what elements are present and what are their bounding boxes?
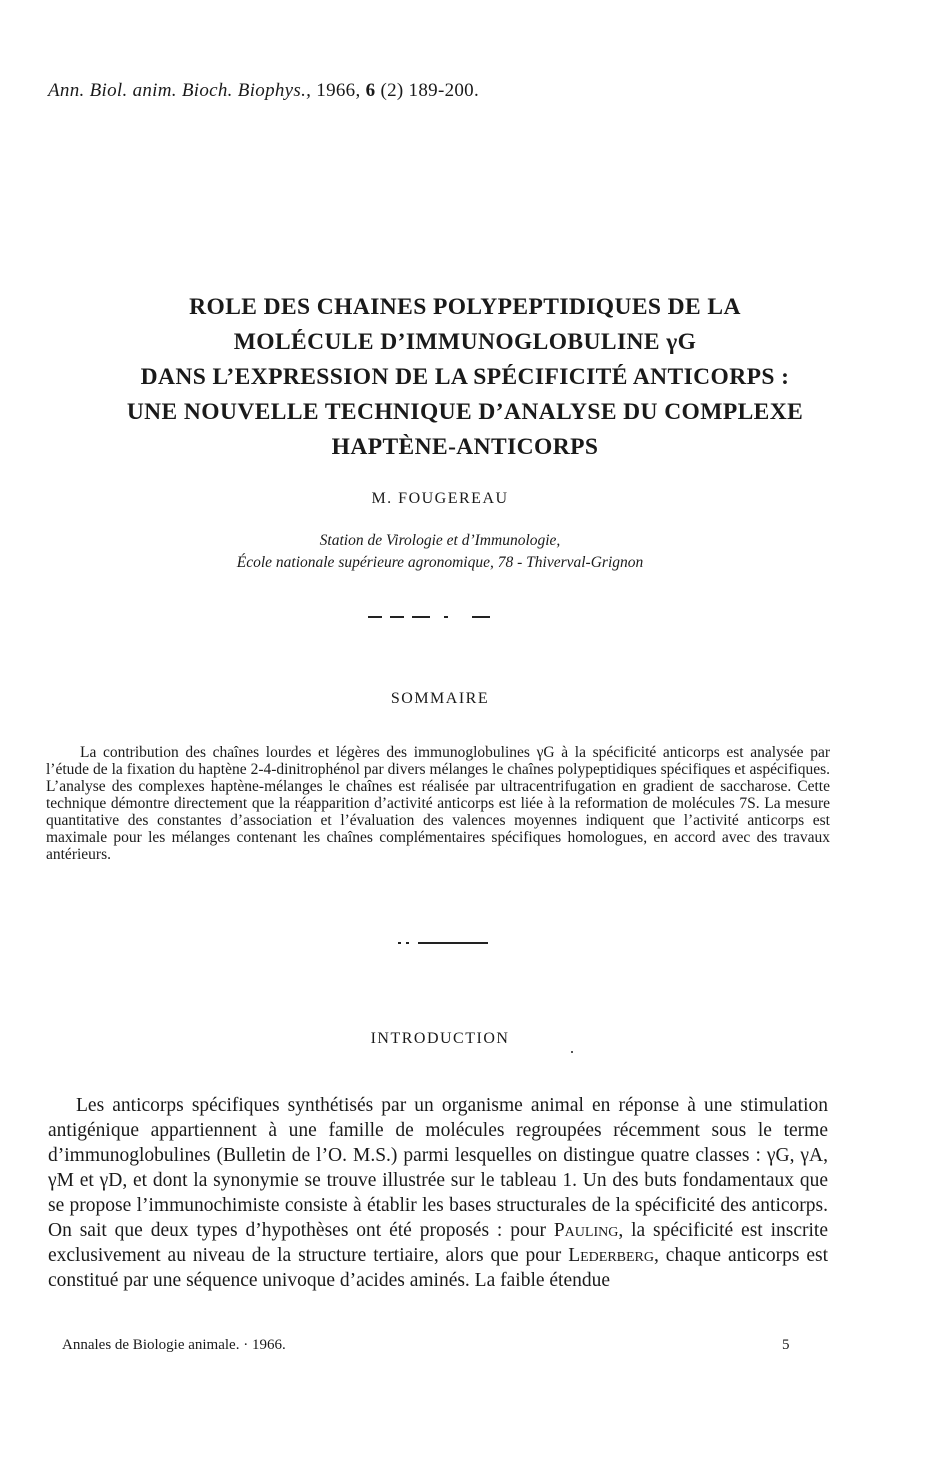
intro-text: Les anticorps spécifiques synthétisés par un organisme animal en réponse à une stimulation antigénique appartiennent à une famille de molécules regroupées récemment sous le terme d’immunoglobulines (Bulletin de l’O. M.S.) parmi lesquelles on distingue quatre classes : γG, γA, γM et γD, et dont la synonymie se trouve illustrée sur le tableau 1. Un des buts fondamentaux que se propose l’immunochimiste consiste à établir les bases structurales de la spécificité des anticorps. On sait que deux types d’hypothèses ont été proposés : pour bbox=[48, 1095, 828, 1241]
citation-year: 1966, bbox=[316, 80, 361, 101]
introduction-paragraph bbox=[48, 1093, 828, 1293]
intro-text: , chaque anticorps est constitué par une séquence univoque d’acides aminés. La faible étendue bbox=[48, 1245, 828, 1291]
separator-dot bbox=[444, 616, 448, 618]
page-number: 5 bbox=[782, 1337, 790, 1353]
journal-citation bbox=[48, 80, 479, 102]
section-separator bbox=[368, 612, 490, 622]
citation-volume: 6 bbox=[365, 80, 376, 101]
paper-title bbox=[30, 290, 900, 465]
intro-text: , la spécificité est inscrite exclusivement au niveau de la structure tertiaire, alors que pour bbox=[48, 1220, 828, 1266]
author-ref-lederberg: Lederberg bbox=[568, 1245, 655, 1266]
affiliation-line: Station de Virologie et d’Immunologie, bbox=[319, 532, 561, 549]
citation-issue-pages: (2) 189-200. bbox=[380, 80, 480, 101]
separator-dash bbox=[390, 616, 404, 618]
separator-dash bbox=[418, 942, 488, 944]
title-line: HAPTÈNE-ANTICORPS bbox=[331, 434, 599, 460]
affiliation-line: École nationale supérieure agronomique, 78 - Thiverval-Grignon bbox=[236, 554, 644, 571]
scan-speck bbox=[571, 1051, 573, 1053]
sommaire-heading: SOMMAIRE bbox=[390, 690, 490, 707]
title-line: MOLÉCULE D’IMMUNOGLOBULINE γG bbox=[233, 329, 697, 355]
separator-dash bbox=[472, 616, 490, 618]
journal-footer: Annales de Biologie animale. · 1966. bbox=[62, 1337, 286, 1353]
title-line: DANS L’EXPRESSION DE LA SPÉCIFICITÉ ANTICORPS : bbox=[140, 364, 790, 390]
journal-name: Ann. Biol. anim. Bioch. Biophys., bbox=[48, 80, 312, 101]
separator-dot bbox=[406, 942, 409, 944]
author-ref-pauling: Pauling bbox=[553, 1220, 619, 1241]
separator-dash bbox=[368, 616, 382, 618]
separator-dot bbox=[398, 942, 401, 944]
author-name: M. FOUGEREAU bbox=[371, 490, 509, 507]
separator-dash bbox=[412, 616, 430, 618]
title-line: UNE NOUVELLE TECHNIQUE D’ANALYSE DU COMPLEXE bbox=[126, 399, 804, 425]
introduction-heading: INTRODUCTION bbox=[370, 1030, 510, 1047]
sommaire-text: La contribution des chaînes lourdes et légères des immunoglobulines γG à la spécificité anticorps est analysée par l’étude de la fixation du haptène 2-4-dinitrophénol par divers mélanges le chaînes polypeptidiques spécifiques et aspécifiques. L’analyse des complexes haptène-mélanges le chaînes est réalisée par ultracentrifugation en gradient de saccharose. Cette technique démontre directement que la réapparition d’activité anticorps est liée à la reformation de molécules 7S. La mesure quantitative des constantes d’association et l’évaluation des valences moyennes indiquent que l’activité anticorps est maximale pour les mélanges contenant les chaînes complémentaires spécifiques homologues, en accord avec des travaux antérieurs. bbox=[46, 744, 830, 863]
author-affiliation bbox=[0, 530, 880, 574]
section-separator bbox=[398, 938, 490, 948]
title-line: ROLE DES CHAINES POLYPEPTIDIQUES DE LA bbox=[189, 294, 741, 320]
